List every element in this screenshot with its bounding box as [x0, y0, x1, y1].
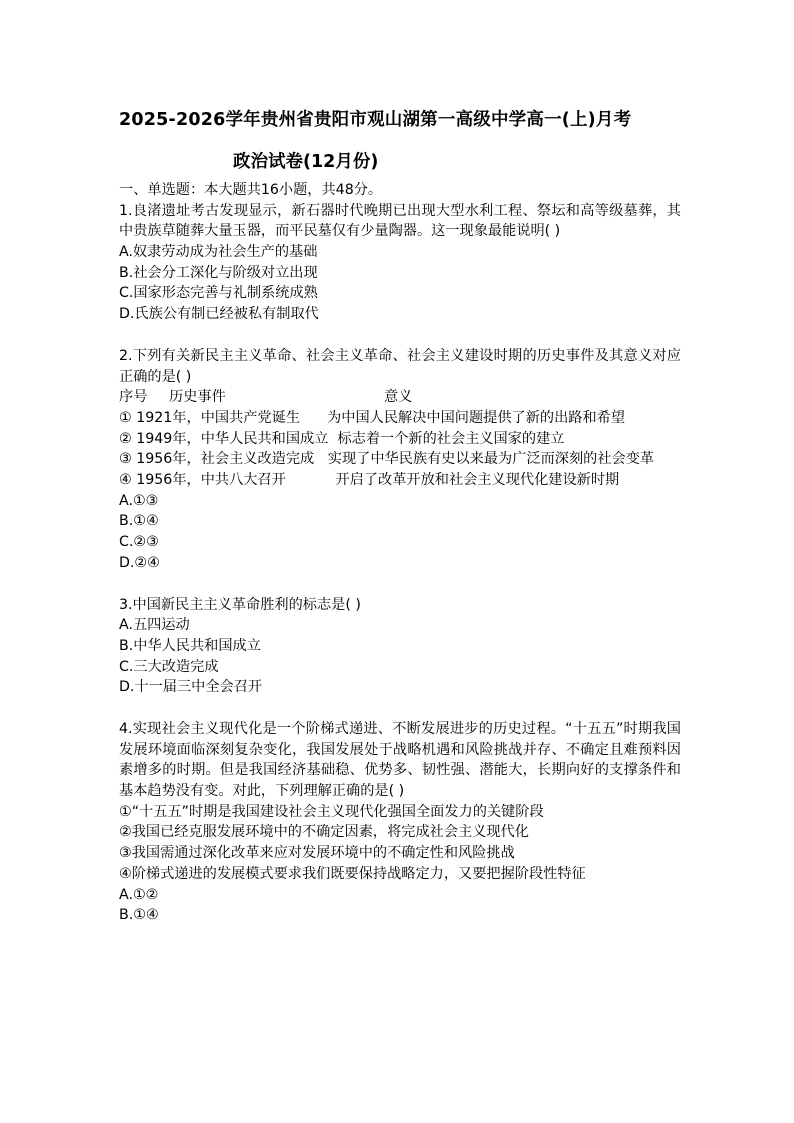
option-d[interactable]: D.十一届三中全会召开 — [119, 679, 263, 696]
question-1 — [119, 201, 681, 325]
question-stem: 1.良渚遗址考古发现显示，新石器时代晚期已出现大型水利工程、祭坛和高等级墓葬，其中贵族草随葬大量玉器，而平民墓仅有少量陶器。这一现象最能说明( ) — [119, 202, 681, 240]
table-row — [119, 408, 681, 429]
table-row-meaning: 标志着一个新的社会主义国家的建立 — [337, 430, 565, 447]
question-4 — [119, 719, 681, 926]
option-b[interactable]: B.社会分工深化与阶级对立出现 — [119, 264, 318, 281]
question-stem: 2.下列有关新民主主义革命、社会主义革命、社会主义建设时期的历史事件及其意义对应正确的是( ) — [119, 347, 681, 385]
exam-content — [119, 180, 681, 926]
spacer — [119, 325, 681, 346]
option-a[interactable]: A.①③ — [119, 492, 159, 509]
table-row-event: ④ 1956年，中共八大召开 — [119, 472, 286, 489]
statement-2: ②我国已经克服发展环境中的不确定因素，将完成社会主义现代化 — [119, 824, 529, 841]
spacer — [119, 574, 681, 595]
option-d[interactable]: D.氏族公有制已经被私有制取代 — [119, 306, 319, 323]
table-header-meaning: 意义 — [384, 389, 413, 406]
question-stem: 4.实现社会主义现代化是一个阶梯式递进、不断发展进步的历史过程。“十五五”时期我国发展环境面临深刻复杂变化，我国发展处于战略机遇和风险挑战并存、不确定且难预料因素增多的时期。但是我国经济基础稳、优势多、韧性强、潜能大，长期向好的支撑条件和基本趋势没有变。对此，下列理解正确的是( ) — [119, 720, 681, 800]
option-b[interactable]: B.①④ — [119, 907, 159, 924]
table-row — [119, 470, 681, 491]
table-row-event: ③ 1956年，社会主义改造完成 — [119, 451, 315, 468]
option-a[interactable]: A.奴隶劳动成为社会生产的基础 — [119, 244, 318, 261]
table-header-event: 历史事件 — [169, 389, 226, 406]
option-d[interactable]: D.②④ — [119, 554, 160, 571]
table-row-meaning: 实现了中华民族有史以来最为广泛而深刻的社会变革 — [327, 451, 655, 468]
table-header-seq: 序号 — [119, 389, 148, 406]
question-stem: 3.中国新民主主义革命胜利的标志是( ) — [119, 596, 361, 613]
spacer — [119, 698, 681, 719]
option-c[interactable]: C.国家形态完善与礼制系统成熟 — [119, 285, 318, 302]
table-row-event: ① 1921年，中国共产党诞生 — [119, 409, 301, 426]
statement-4: ④阶梯式递进的发展模式要求我们既要保持战略定力，又要把握阶段性特征 — [119, 865, 586, 882]
option-c[interactable]: C.②③ — [119, 534, 159, 551]
section-header: 一、单选题：本大题共16小题，共48分。 — [119, 182, 383, 198]
table-row-meaning: 开启了改革开放和社会主义现代化建设新时期 — [335, 472, 620, 489]
question-3 — [119, 595, 681, 698]
option-b[interactable]: B.①④ — [119, 513, 159, 530]
table-row — [119, 429, 681, 450]
statement-3: ③我国需通过深化改革来应对发展环境中的不确定性和风险挑战 — [119, 845, 515, 862]
table-header — [119, 387, 681, 408]
option-a[interactable]: A.五四运动 — [119, 617, 190, 634]
exam-title: 2025-2026学年贵州省贵阳市观山湖第一高级中学高一(上)月考 — [119, 110, 632, 130]
table-row — [119, 449, 681, 470]
option-a[interactable]: A.①② — [119, 886, 159, 903]
statement-1: ①“十五五”时期是我国建设社会主义现代化强国全面发力的关键阶段 — [119, 803, 544, 820]
exam-subtitle: 政治试卷(12月份) — [233, 152, 379, 172]
question-2 — [119, 346, 681, 574]
option-c[interactable]: C.三大改造完成 — [119, 658, 219, 675]
option-b[interactable]: B.中华人民共和国成立 — [119, 637, 261, 654]
table-row-event: ② 1949年，中华人民共和国成立 — [119, 430, 329, 447]
table-row-meaning: 为中国人民解决中国问题提供了新的出路和希望 — [327, 409, 626, 426]
